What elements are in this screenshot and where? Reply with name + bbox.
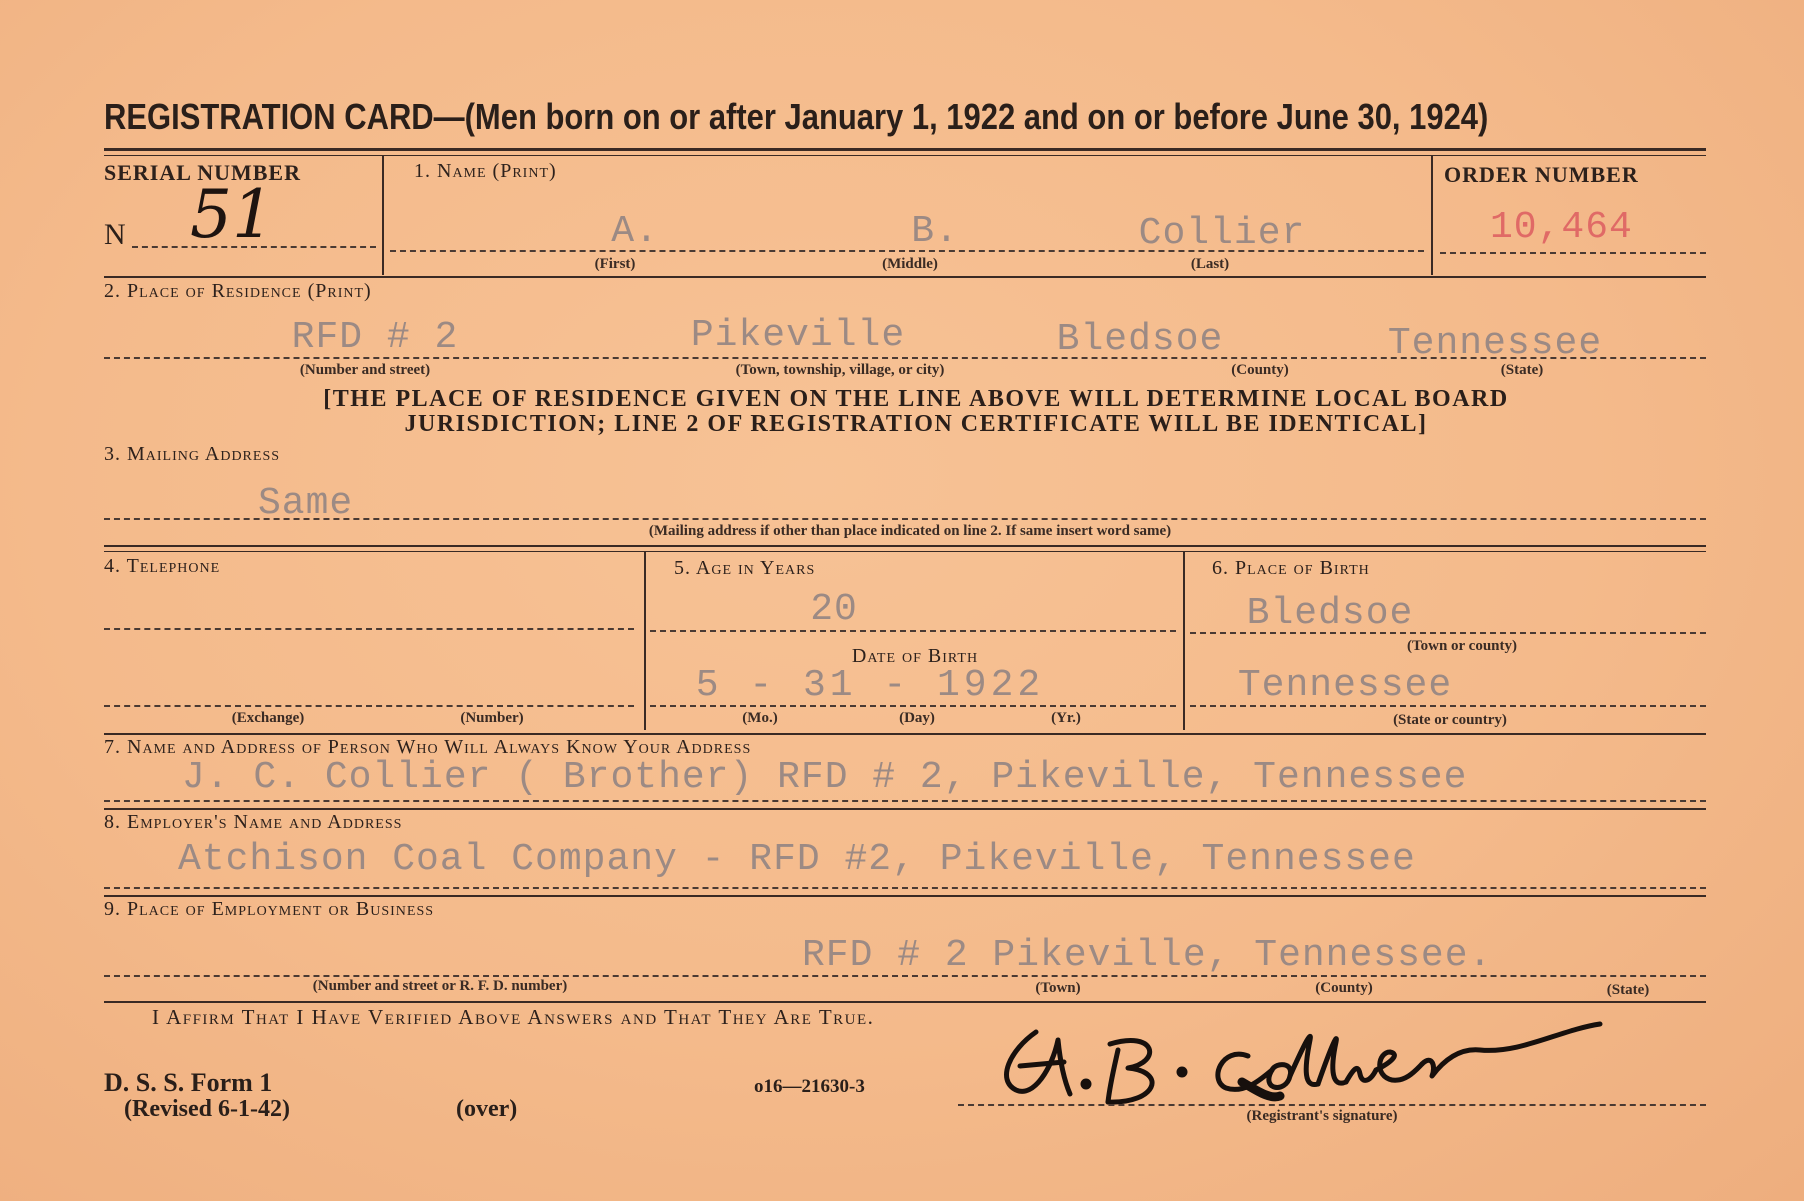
- name-last-caption: (Last): [1190, 256, 1230, 272]
- dob-line: [650, 705, 1176, 707]
- mailing-line: [104, 518, 1706, 520]
- residence-street-caption: (Number and street): [299, 362, 431, 378]
- employment-state-caption: (State): [1606, 982, 1650, 998]
- name-first-caption: (First): [594, 256, 636, 272]
- residence-state-value: Tennessee: [1387, 322, 1603, 365]
- employment-town-caption: (Town): [1035, 980, 1081, 996]
- contact-label: 7. Name and Address of Person Who Will Always Know Your Address: [104, 736, 752, 758]
- birthplace-town-line: [1190, 632, 1706, 634]
- row8-rule: [104, 895, 1706, 897]
- employer-label: 8. Employer's Name and Address: [104, 811, 403, 833]
- dob-year-caption: (Yr.): [1051, 710, 1081, 726]
- age-birth-divider: [1183, 552, 1185, 730]
- telephone-line-2: [104, 705, 634, 707]
- telephone-number-caption: (Number): [460, 710, 524, 726]
- residence-state-caption: (State): [1500, 362, 1544, 378]
- form-code: o16—21630-3: [754, 1076, 865, 1097]
- order-line: [1440, 252, 1706, 254]
- employment-county-caption: (County): [1315, 980, 1373, 996]
- name-label: 1. Name (Print): [414, 160, 557, 182]
- row3-rule-2: [104, 551, 1706, 552]
- order-number-label: ORDER NUMBER: [1444, 162, 1639, 187]
- birthplace-state-value: Tennessee: [1237, 664, 1453, 707]
- row7-rule: [104, 808, 1706, 810]
- title-rule-2: [104, 155, 1706, 156]
- name-last-value: Collier: [1138, 212, 1306, 255]
- telephone-label: 4. Telephone: [104, 555, 221, 577]
- birthplace-town-value: Bledsoe: [1246, 592, 1414, 635]
- residence-town-caption: (Town, township, village, or city): [735, 362, 945, 378]
- title-rule: [104, 148, 1706, 151]
- employment-place-value: RFD # 2 Pikeville, Tennessee.: [802, 934, 1493, 977]
- birthplace-label: 6. Place of Birth: [1212, 557, 1370, 579]
- affirmation-text: I Affirm That I Have Verified Above Answers and That They Are True.: [152, 1005, 875, 1029]
- name-first-value: A.: [611, 210, 659, 253]
- age-value: 20: [810, 588, 858, 631]
- residence-notice-line2: JURISDICTION; LINE 2 OF REGISTRATION CERTIFICATE WILL BE IDENTICAL]: [404, 411, 1428, 437]
- row1-rule: [104, 276, 1706, 278]
- form-over: (over): [456, 1096, 518, 1122]
- serial-number-label: SERIAL NUMBER: [104, 160, 301, 185]
- residence-line: [104, 357, 1706, 359]
- serial-number-value: 51: [190, 176, 274, 253]
- dob-value: 5 - 31 - 1922: [695, 664, 1045, 707]
- employment-place-label: 9. Place of Employment or Business: [104, 898, 435, 920]
- mailing-label: 3. Mailing Address: [104, 443, 281, 465]
- row9-rule: [104, 1001, 1706, 1003]
- age-line: [650, 630, 1176, 632]
- residence-county-value: Bledsoe: [1056, 318, 1224, 361]
- residence-label: 2. Place of Residence (Print): [104, 280, 372, 302]
- telephone-exchange-caption: (Exchange): [231, 710, 305, 726]
- row6-rule: [104, 733, 1706, 735]
- residence-town-value: Pikeville: [690, 314, 906, 357]
- dob-label: Date of Birth: [851, 645, 979, 667]
- tel-age-divider: [644, 552, 646, 730]
- name-middle-value: B.: [911, 210, 959, 253]
- form-name: D. S. S. Form 1: [104, 1068, 273, 1097]
- serial-divider: [382, 155, 384, 275]
- mailing-caption: (Mailing address if other than place indicated on line 2. If same insert word same): [648, 523, 1172, 539]
- form-revised: (Revised 6-1-42): [124, 1096, 290, 1122]
- contact-line: [104, 800, 1706, 802]
- dob-month-caption: (Mo.): [742, 710, 778, 726]
- serial-line: [132, 246, 376, 248]
- employer-line: [104, 887, 1706, 889]
- signature-caption: (Registrant's signature): [1246, 1108, 1398, 1124]
- employment-street-caption: (Number and street or R. F. D. number): [312, 978, 568, 994]
- row3-rule: [104, 545, 1706, 547]
- birthplace-town-caption: (Town or county): [1406, 638, 1518, 654]
- birthplace-state-line: [1190, 705, 1706, 707]
- age-label: 5. Age in Years: [674, 557, 816, 579]
- name-line: [390, 250, 1424, 252]
- signature-line: [958, 1104, 1706, 1106]
- employment-place-line: [104, 975, 1706, 977]
- mailing-value: Same: [258, 482, 354, 525]
- name-middle-caption: (Middle): [882, 256, 938, 272]
- telephone-line-1: [104, 628, 634, 630]
- residence-notice-line1: [THE PLACE OF RESIDENCE GIVEN ON THE LINE ABOVE WILL DETERMINE LOCAL BOARD: [323, 386, 1509, 412]
- employer-value: Atchison Coal Company - RFD #2, Pikeville, Tennessee: [178, 838, 1416, 881]
- card-title: REGISTRATION CARD—(Men born on or after January 1, 1922 and on or before June 30, 1924): [104, 96, 1489, 137]
- serial-prefix: N: [104, 218, 126, 251]
- birthplace-state-caption: (State or country): [1393, 712, 1507, 728]
- residence-county-caption: (County): [1231, 362, 1289, 378]
- contact-value: J. C. Collier ( Brother) RFD # 2, Pikeville, Tennessee: [182, 756, 1468, 799]
- dob-day-caption: (Day): [899, 710, 935, 726]
- order-divider: [1431, 155, 1433, 275]
- residence-street-value: RFD # 2: [291, 316, 459, 359]
- order-number-value: 10,464: [1490, 206, 1633, 249]
